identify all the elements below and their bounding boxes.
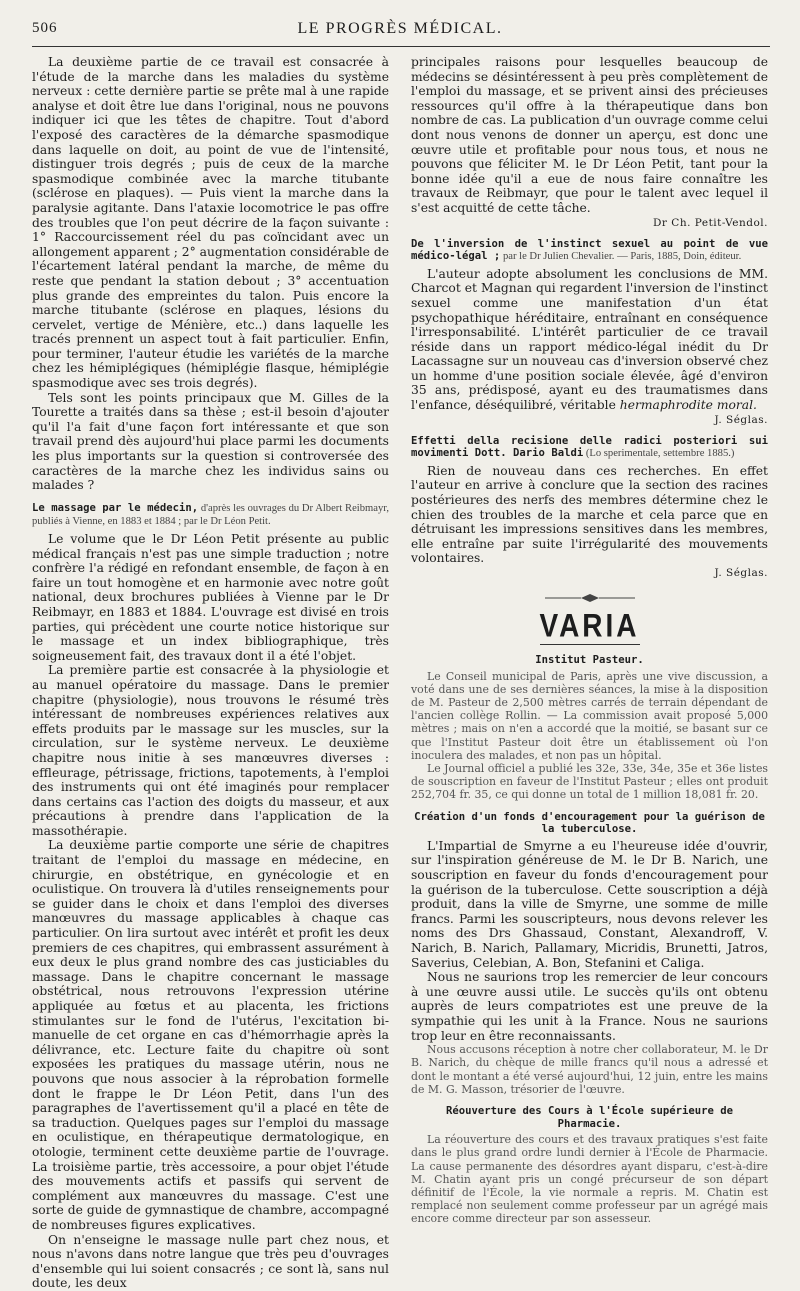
paragraph: La première partie est consacrée à la physiologie et au manuel opératoire du massage. Dans le premier chapitre (physiologie), nous trouvons le résumé très intéressant de nombreuses expériences relatives aux effets produits par le massage sur les muscles, sur la circulation, sur le système nerveux. Le deuxième chapitre nous initie à ses manœuvres diverses : effleurage, pétrissage, frictions, tapotements, à l'emploi des instruments qui ont été imaginés pour remplacer dans certains cas l'action des doigts du masseur, et aux précautions à prendre dans l'application de la massothérapie.: [32, 663, 389, 838]
paragraph: principales raisons pour lesquelles beaucoup de médecins se désintéressent à peu près complètement de l'emploi du massage, et se privent ainsi des précieuses ressources qu'il offre à la thérapeutique dans bon nombre de cas. La publication d'un ouvrage comme celui dont nous venons de donner un aperçu, est donc une œuvre utile et profitable pour nous tous, et nous ne pouvons que féliciter M. le Dr Léon Petit, tant pour la bonne idée qu'il a eue de nous faire connaître les travaux de Reibmayr, que pour le talent avec lequel il s'est acquitté de cette tâche.: [411, 55, 768, 215]
review-meta: d'après les ouvrages du Dr Albert Reibmayr, publiés à Vienne, en 1883 et 1884 ; par le Dr Léon Petit.: [32, 502, 389, 528]
paragraph: On n'enseigne le massage nulle part chez nous, et nous n'avons dans notre langue que très peu d'ouvrages d'ensemble qui lui soient consacrés ; ce sont là, sans nul doute, les deux: [32, 1232, 389, 1291]
paragraph: La réouverture des cours et des travaux pratiques s'est faite dans le plus grand ordre lundi dernier à l'École de Pharmacie. La cause permanente des désordres ayant disparu, c'est-à-dire M. Chatin ayant pris un congé précurseur de son départ définitif de l'École, la vie normale a repris. M. Chatin est remplacé non seulement comme professeur par un agrégé mais encore comme directeur par son assesseur.: [411, 1133, 768, 1226]
review-title: Le massage par le médecin,: [32, 501, 199, 514]
paragraph: [411, 267, 768, 413]
paragraph-text: L'auteur adopte absolument les conclusions de MM. Charcot et Magnan qui regardent l'inversion de l'instinct sexuel comme une manifestation d'un état psychopathique héréditaire, entraînant en conséquence l'irresponsabilité. L'intérêt particulier de ce travail réside dans un rapport médico-légal inédit du Dr Lacassagne sur un nouveau cas d'inversion observé chez un homme d'une position sociale élevée, âgé d'environ 35 ans, prédisposé, ayant eu des traumatismes dans l'enfance, déséquilibré, véritable: [411, 266, 768, 413]
page-header: [32, 20, 770, 42]
left-column: [32, 55, 389, 1291]
review-heading-effetti: [411, 435, 768, 461]
review-title: Effetti della recisione delle radici posteriori sui movimenti Dott. Dario Baldi: [411, 434, 768, 460]
paragraph: Nous accusons réception à notre cher collaborateur, M. le Dr B. Narich, du chèque de mille francs qu'il nous a adressé et dont le montant a été versé aujourd'hui, 12 juin, entre les mains de M. G. Masson, trésorier de l'œuvre.: [411, 1043, 768, 1096]
paragraph: Tels sont les points principaux que M. Gilles de la Tourette a traités dans sa thèse ; est-il besoin d'ajouter qu'il l'a fait d'une façon fort intéressante et que son travail prend dès aujourd'hui place parmi les documents les plus importants sur la question si controversée des caractères de la marche chez les individus sains ou malades ?: [32, 390, 389, 493]
right-column: [411, 55, 768, 1291]
page-number: 506: [32, 20, 58, 36]
ornament-icon: [545, 594, 635, 602]
journal-title: LE PROGRÈS MÉDICAL.: [297, 20, 503, 37]
section-title-varia: VARIA: [539, 607, 640, 644]
paragraph: Le Journal officiel a publié les 32e, 33e, 34e, 35e et 36e listes de souscription en faveur de l'Institut Pasteur ; elles ont produit 252,704 fr. 35, ce qui donne un total de 1 million 18,081 fr. 20.: [411, 762, 768, 802]
review-meta: par le Dr Julien Chevalier. — Paris, 1885, Doin, éditeur.: [500, 251, 742, 263]
paragraph: Le volume que le Dr Léon Petit présente au public médical français n'est pas une simple traduction ; notre confrère l'a rédigé en refondant ensemble, de façon à en faire un tout homogène et en harmonie avec notre goût national, deux brochures publiées à Vienne par le Dr Reibmayr, en 1883 et 1884. L'ouvrage est divisé en trois parties, qui précèdent une courte notice historique sur le massage et un index bibliographique, très soigneusement fait, des travaux dont il a été l'objet.: [32, 532, 389, 663]
review-meta: (Lo sperimentale, settembre 1885.): [583, 448, 735, 460]
signature: J. Séglas.: [714, 567, 768, 579]
signature: Dr Ch. Petit-Vendol.: [653, 216, 768, 229]
italic-phrase: hermaphrodite moral.: [619, 398, 757, 413]
ornament-divider: [411, 587, 768, 606]
paragraph: La deuxième partie comporte une série de chapitres traitant de l'emploi du massage en médecine, en chirurgie, en obstétrique, en gynécologie et en oculistique. On trouvera là d'utiles renseignements pour se guider dans le choix et dans l'emploi des diverses manœuvres du massage applicables à chaque cas particulier. On lira surtout avec intérêt et profit les deux premiers de ces chapitres, qui embrassent assurément à eux deux le plus grand nombre des cas justiciables du massage. Dans le chapitre concernant le massage obstétrical, nous retrouvons l'expression utérine appliquée au fœtus et au placenta, les frictions stimulantes sur le fond de l'utérus, l'excitation bi-manuelle de cet organe en cas d'hémorrhagie après la délivrance, etc. Lecture faite du chapitre où sont exposées les pratiques du massage utérin, nous ne pouvons que nous associer à la réprobation formelle dont le frappe le Dr Léon Petit, dans l'un des paragraphes de l'avertissement qu'il a placé en tête de sa traduction. Quelques pages sur l'emploi du massage en oculistique, en thérapeutique dermatologique, en otologie, terminent cette deuxième partie de l'ouvrage. La troisième partie, très accessoire, a pour objet l'étude des mouvements actifs et passifs qui servent de complément aux manœuvres du massage. C'est une sorte de guide de gymnastique de chambre, accompagné de nombreuses figures explicatives.: [32, 838, 389, 1232]
paragraph: La deuxième partie de ce travail est consacrée à l'étude de la marche dans les maladies du système nerveux : cette dernière partie se prête mal à une rapide analyse et doit être lue dans l'original, nous ne pouvons indiquer ici que les têtes de chapitre. Tout d'abord l'exposé des caractères de la démarche spasmodique dans laquelle on doit, au point de vue de l'intensité, distinguer trois degrés ; puis de ceux de la marche spasmodique combinée avec la marche titubante (sclérose en plaques). — Puis vient la marche dans la paralysie agitante. Dans l'ataxie locomotrice le pas offre des troubles que l'on peut décrire de la façon suivante : 1° Raccourcissement réel du pas coïncidant avec un allongement apparent ; 2° augmentation considérable de l'écartement latéral pendant la marche, de même du reste que pendant la station debout ; 3° accentuation plus grande des empreintes du talon. Puis encore la marche titubante (sclérose en plaques, lésions du cervelet, vertige de Ménière, etc..) dans laquelle les tracés prennent un aspect tout à fait particulier. Enfin, pour terminer, l'auteur étudie les variétés de la marche chez les hémiplégiques (hémiplégie flasque, hémiplégie spasmodique avec ses trois degrés).: [32, 55, 389, 391]
signature: J. Séglas.: [714, 413, 768, 426]
subheading-pharmacie: Réouverture des Cours à l'École supérieure de Pharmacie.: [445, 1104, 733, 1130]
subheading-institut: Institut Pasteur.: [535, 654, 644, 666]
header-rule: [32, 46, 770, 47]
paragraph: Nous ne saurions trop les remercier de leur concours à une œuvre aussi utile. Le succès qu'ils ont obtenu auprès de leurs compatriotes est une preuve de la sympathie qui les unit à la France. Nous ne saurions trop leur en être reconnaissants.: [411, 970, 768, 1043]
subheading-tuberculose: Création d'un fonds d'encouragement pour la guérison de la tuberculose.: [414, 810, 765, 836]
paragraph: Rien de nouveau dans ces recherches. En effet l'auteur en arrive à conclure que la section des racines postérieures des nerfs des membres détermine chez le chien des troubles de la marche et cela parce que en détruisant les impressions sensitives dans les membres, elle entraîne par suite l'irrégularité des mouvements volontaires.: [411, 463, 768, 566]
review-title: De l'inversion de l'instinct sexuel au point de vue médico-légal ;: [411, 237, 768, 263]
review-heading-massage: [32, 502, 389, 529]
paragraph: L'Impartial de Smyrne a eu l'heureuse idée d'ouvrir, sur l'inspiration généreuse de M. le Dr B. Narich, une souscription en faveur du fonds d'encouragement pour la guérison de la tuberculose. Cette souscription a déjà produit, dans la ville de Smyrne, une somme de mille francs. Parmi les souscripteurs, nous devons relever les noms des Drs Ghassaud, Constant, Alexandroff, V. Narich, B. Narich, Pallamary, Micridis, Brunetti, Jatros, Saverius, Celebian, A. Bon, Stefanini et Caliga.: [411, 838, 768, 970]
paragraph: Le Conseil municipal de Paris, après une vive discussion, a voté dans une de ses dernières séances, la mise à la disposition de M. Pasteur de 2,500 mètres carrés de terrain dépendant de l'ancien collège Rollin. — La commission avait proposé 5,000 mètres ; mais on n'en a accordé que la moitié, se basant sur ce que l'Institut Pasteur doit être un établissement où l'on inoculera des malades, et non pas un hôpital.: [411, 669, 768, 762]
review-heading-inversion: [411, 238, 768, 264]
